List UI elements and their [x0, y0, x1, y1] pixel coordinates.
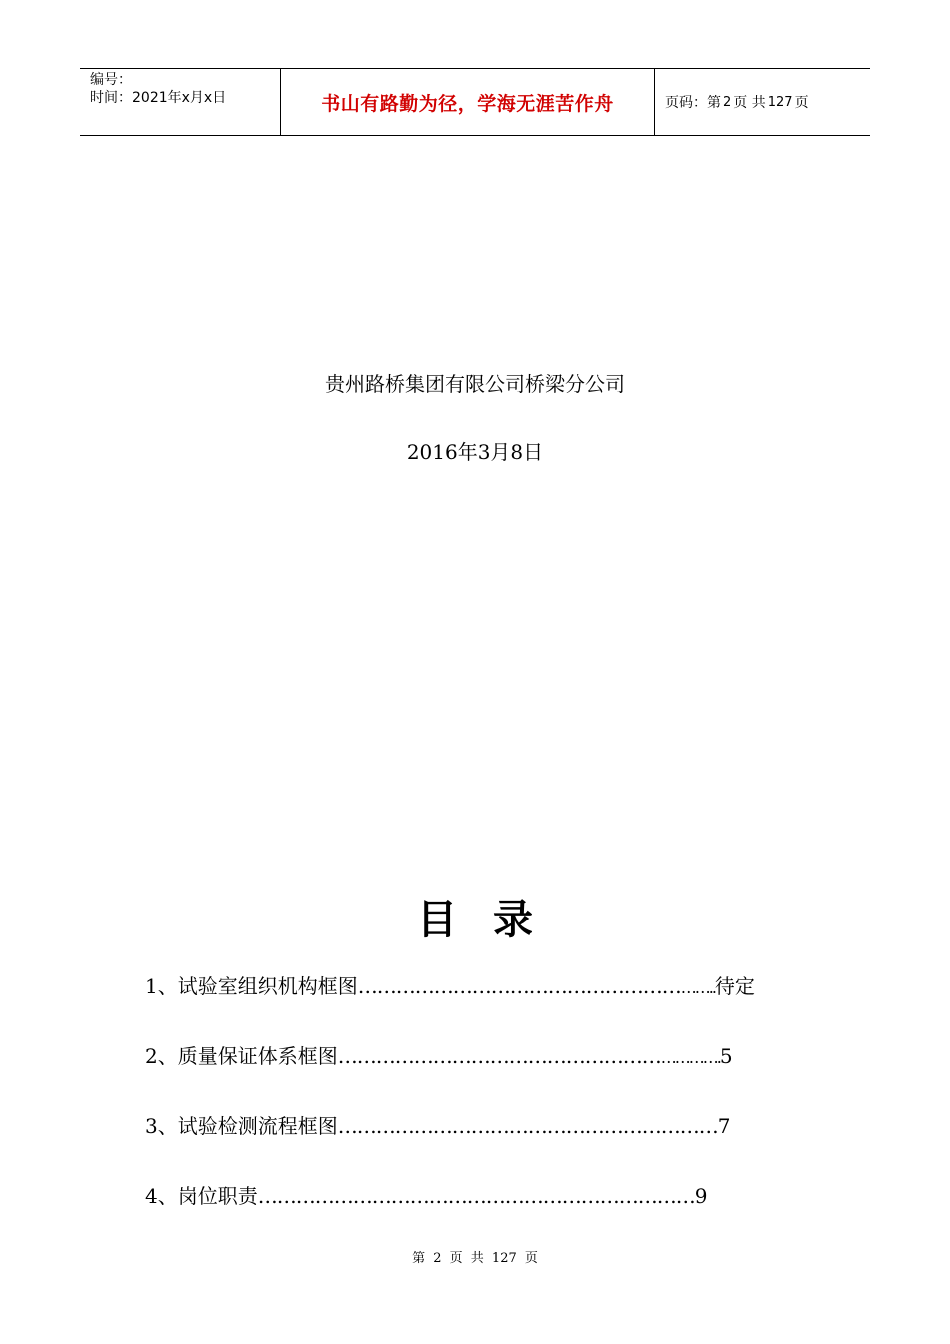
toc-item-label: 4、岗位职责: [145, 1184, 258, 1208]
header-page-cell: [655, 69, 870, 135]
page-total: 127: [767, 94, 793, 110]
toc-leader-dots: ………….: [660, 1048, 720, 1067]
document-time-label: 时间：2021年x月x日: [90, 90, 227, 106]
toc-item-page: 7: [717, 1114, 731, 1138]
toc-item-label: 3、试验检测流程框图: [145, 1114, 338, 1138]
header-motto-cell: [281, 69, 655, 135]
header-meta-cell: [80, 69, 281, 135]
page-suffix: 页: [794, 95, 809, 111]
toc-item-page: 待定: [714, 974, 755, 998]
toc-item-label: 2、质量保证体系框图: [145, 1044, 338, 1068]
document-number-label: 编号：: [90, 72, 132, 88]
toc-item[interactable]: [145, 1110, 730, 1139]
toc-item-page: 5: [719, 1044, 733, 1068]
toc-leader-dots: ……………………………………………………………: [257, 1184, 695, 1208]
toc-item-label: 1、试验室组织机构框图: [145, 974, 358, 998]
toc-leader-dots: ……..: [680, 978, 715, 997]
header-motto: 书山有路勤为径，学海无涯苦作舟: [321, 92, 614, 115]
toc-leader-dots: ……………………………………………: [357, 974, 681, 998]
page-prefix: 页码：第: [665, 95, 721, 111]
toc-item[interactable]: [145, 1040, 733, 1069]
cover-date: 2016年3月8日: [406, 440, 544, 464]
document-header: [80, 68, 870, 136]
page-current: 2: [723, 94, 732, 110]
toc-item[interactable]: [145, 970, 755, 999]
toc-leader-dots: ……………………………………………………: [337, 1114, 718, 1138]
toc-title: 目录: [417, 896, 569, 943]
toc-item[interactable]: [145, 1180, 707, 1209]
company-name: 贵州路桥集团有限公司桥梁分公司: [325, 372, 625, 396]
toc-leader-dots: ……………………………………………: [337, 1044, 661, 1068]
page-footer: 第 2 页 共 127 页: [412, 1251, 538, 1266]
page-mid: 页 共: [733, 95, 766, 111]
toc-item-page: 9: [694, 1184, 708, 1208]
